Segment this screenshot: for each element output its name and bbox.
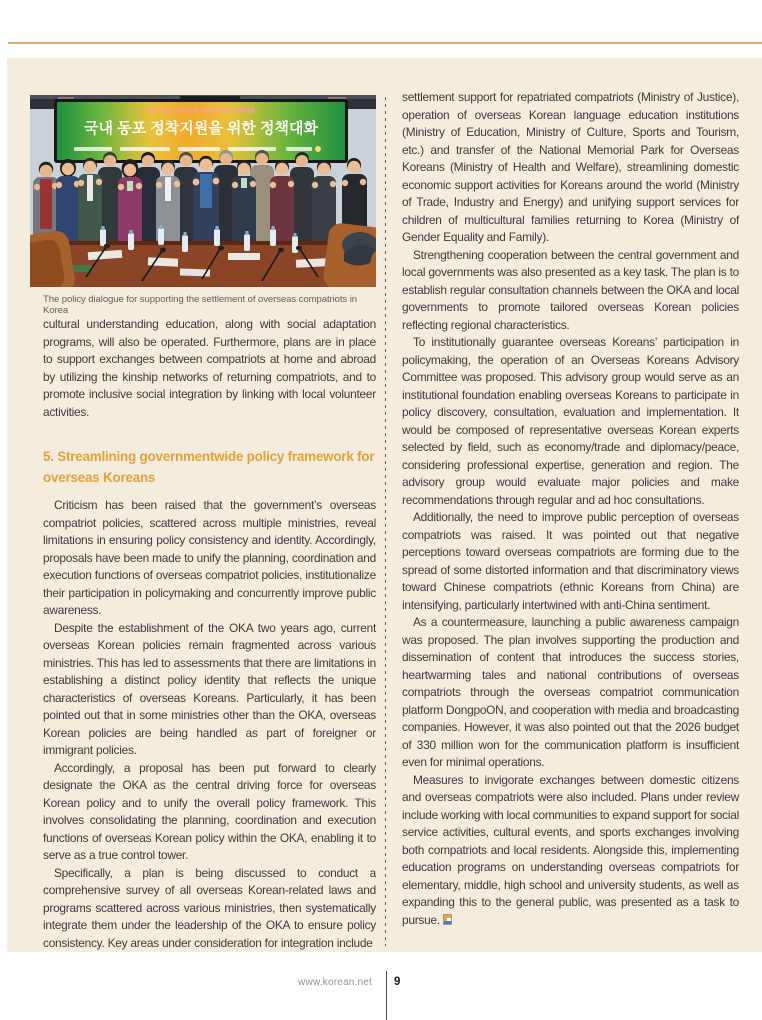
body-paragraph: Despite the establishment of the OKA two years ago, current overseas Korean policies remain fragmented across various ministries. This has led to assessments that there are limitations in establishing a distinct policy identity that reflects the unique characteristics of overseas Koreans. Particularly, it has been pointed out that in some ministries other than the OKA, overseas Korean policies are being handled as part of foreigner or immigrant policies. xyxy=(43,620,376,757)
banner-title: 국내 동포 정착지원을 위한 정책대화 xyxy=(83,120,319,137)
body-paragraph: Specifically, a plan is being discussed to conduct a comprehensive survey of all overseas Korean-related laws and programs scattered across various ministries, then systematically integrate them under the leadership of the OKA to ensure policy consistency. Key areas under consideration for integration include xyxy=(43,865,376,950)
body-paragraph xyxy=(402,772,739,930)
body-paragraph: Criticism has been raised that the government’s overseas compatriot policies, scattered across multiple ministries, reveal limitations in ensuring policy consistency and identity. Accordingly, proposals have been made to unify the planning, coordination and execution functions of overseas compatriot policies, institutionalize their participation in policymaking and concurrently improve public awareness. xyxy=(43,498,376,617)
body-paragraph: settlement support for repatriated compatriots (Ministry of Justice), operation of overseas Korean language education institutions (Ministry of Education, Ministry of Culture, Sports and Tourism, etc.) and transfer of the National Memorial Park for Overseas Koreans (Ministry of Health and Welfare), streamlining domestic economic support activities for Koreans around the world (Ministry of Trade, Industry and Energy) and unifying support services for children of multicultural families returning to Korea (Ministry of Gender Equality and Family). xyxy=(402,90,739,244)
conference-photo xyxy=(30,95,376,287)
left-column-text xyxy=(43,316,376,952)
right-column xyxy=(402,89,739,929)
left-column xyxy=(30,95,376,952)
page-number: 9 xyxy=(394,976,401,988)
body-paragraph: cultural understanding education, along with social adaptation programs, will also be operated. Furthermore, plans are in place to support exchanges between compatriots at home and abroad by utilizing the kinship networks of returning compatriots, and to promote inclusive social integration by linking with local volunteer activities. xyxy=(43,317,376,419)
banner-subtitle: 중국 동포 국내 인식 개선을 위한 정책대화 xyxy=(146,109,256,115)
section-heading: 5. Streamlining governmentwide policy framework for overseas Koreans xyxy=(43,449,375,485)
body-paragraph: To institutionally guarantee overseas Koreans’ participation in policymaking, the operation of an Overseas Koreans Advisory Committee was proposed. This advisory group would serve as an institutional foundation enabling overseas Koreans to participate in policy discovery, consultation, evaluation and implementation. It would be composed of representative overseas Korean experts selected by field, such as economy/trade and diplomacy/peace, considering professional expertise, generation and region. The advisory group would evaluate major policies and make recommendations through regular and ad hoc consultations. xyxy=(402,335,739,507)
column-divider xyxy=(385,97,386,946)
body-paragraph: As a countermeasure, launching a public awareness campaign was proposed. The plan involves supporting the production and dissemination of content that introduces the success stories, heartwarming tales and national contributions of overseas compatriots through the overseas compatriot communication platform DongpoON, and cooperation with media and broadcasting companies. However, it was also pointed out that the 2026 budget of 330 million won for the communication platform is insufficient even for minimal operations. xyxy=(402,615,739,769)
body-paragraph: Strengthening cooperation between the central government and local governments was also presented as a key task. The plan is to establish regular consultation channels between the OKA and local governments to promote tailored overseas Korean policies reflecting regional characteristics. xyxy=(402,247,739,332)
photo-caption: The policy dialogue for supporting the settlement of overseas compatriots in Korea xyxy=(43,294,357,316)
body-paragraph: Accordingly, a proposal has been put forward to clearly designate the OKA as the central driving force for overseas Korean policy and to unify the overall policy framework. This involves consolidating the planning, coordination and execution functions of overseas Korean policy within the OKA, enabling it to serve as a true control tower. xyxy=(43,760,376,862)
footer-divider xyxy=(386,971,387,1020)
body-paragraph-text: Measures to invigorate exchanges between domestic citizens and overseas compatriots were also included. Plans under review include working with local communities to expand support for social service activities, cultural events, and sports exchanges involving both compatriots and local residents. Alongside this, implementing education programs on understanding overseas compatriots for elementary, middle, high school and university students, as well as expanding this to the general public, was presented as a task to pursue. xyxy=(402,772,739,927)
site-url: www.korean.net xyxy=(298,977,372,988)
top-rule xyxy=(8,42,762,44)
article-end-mark-icon xyxy=(443,914,452,925)
article-panel xyxy=(7,58,762,952)
body-paragraph: Additionally, the need to improve public perception of overseas compatriots was raised. It was pointed out that negative perceptions toward overseas compatriots are forming due to the spread of some distorted information and that discriminatory views toward Chinese compatriots (ethnic Koreans from China) are intensifying, particularly intertwined with anti-China sentiment. xyxy=(402,510,739,612)
